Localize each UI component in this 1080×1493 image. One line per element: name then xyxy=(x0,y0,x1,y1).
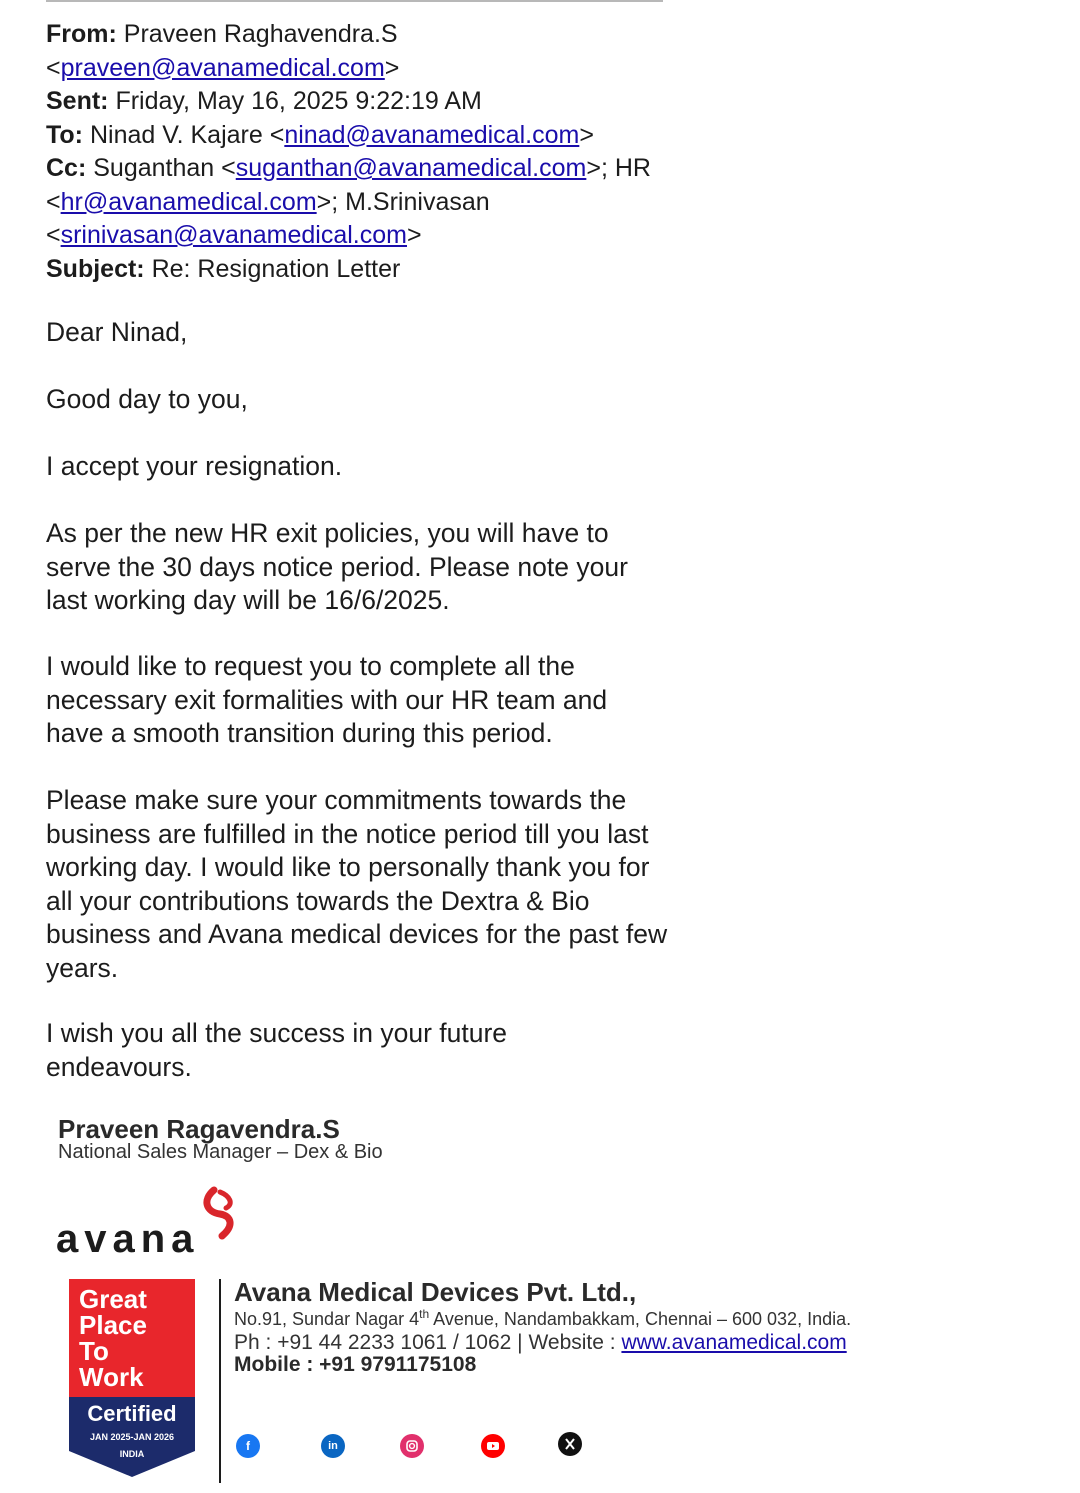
cc-email-link[interactable]: suganthan@avanamedical.com xyxy=(235,154,587,182)
subject-value: Re: Resignation Letter xyxy=(151,254,401,283)
cc-email-link[interactable]: hr@avanamedical.com xyxy=(60,187,317,216)
company-address: No.91, Sundar Nagar 4th Avenue, Nandambakkam, Chennai – 600 032, India. xyxy=(234,1307,852,1329)
svg-text:To: To xyxy=(79,1336,109,1366)
website-link[interactable]: www.avanamedical.com xyxy=(621,1331,847,1354)
sent-line xyxy=(46,85,686,119)
sent-label: Sent: xyxy=(46,87,109,115)
from-label: From: xyxy=(46,20,117,48)
body-paragraph: Good day to you, xyxy=(46,384,248,414)
cc-line: Cc: Suganthan <suganthan@avanamedical.com>; HR <hr@avanamedical.com>; M.Srinivasan <srinivasan@avanamedical.com> xyxy=(46,154,651,249)
body-paragraph: I would like to request you to complete all the necessary exit formalities with our HR team and have a smooth transition during this period. xyxy=(46,651,608,748)
cc-name: M.Srinivasan xyxy=(345,187,490,216)
svg-text:Place: Place xyxy=(79,1310,147,1340)
from-name: Praveen Raghavendra.S xyxy=(123,20,398,48)
linkedin-icon[interactable]: in xyxy=(321,1434,345,1458)
top-divider xyxy=(46,0,663,2)
phone-website-line xyxy=(234,1331,847,1355)
svg-text:Great: Great xyxy=(79,1284,147,1314)
to-email-link[interactable]: ninad@avanamedical.com xyxy=(284,120,580,149)
facebook-icon[interactable]: f xyxy=(236,1434,260,1458)
body-paragraph: As per the new HR exit policies, you will have to serve the 30 days notice period. Please note your last working day will be 16/6/2025. xyxy=(46,518,628,615)
subject-label: Subject: xyxy=(46,254,145,283)
x-icon[interactable] xyxy=(558,1432,582,1456)
cc-email-link[interactable]: srinivasan@avanamedical.com xyxy=(60,221,407,249)
to-label: To: xyxy=(46,120,84,149)
to-line: To: Ninad V. Kajare <ninad@avanamedical.com> xyxy=(46,120,594,149)
greeting: Dear Ninad, xyxy=(46,317,188,347)
great-place-to-work-badge xyxy=(69,1279,195,1477)
subject-line xyxy=(46,253,686,287)
to-name: Ninad V. Kajare xyxy=(89,120,263,149)
avana-logo xyxy=(56,1186,241,1258)
email-header xyxy=(46,18,686,286)
youtube-icon[interactable] xyxy=(481,1434,505,1458)
body-paragraph: I wish you all the success in your future endeavours. xyxy=(46,1018,508,1082)
from-email-line: <praveen@avanamedical.com> xyxy=(46,53,400,82)
mobile-number: Mobile : +91 9791175108 xyxy=(234,1353,477,1376)
signature-title: National Sales Manager – Dex & Bio xyxy=(58,1141,383,1163)
body-paragraph: Please make sure your commitments towards the business are fulfilled in the notice period till you last working day. I would like to personally thank you for all your contributions towards the Dextra & Bio business and Avana medical devices for the past few years. xyxy=(46,785,668,983)
cc-label: Cc: xyxy=(46,154,87,182)
svg-text:Work: Work xyxy=(79,1362,144,1392)
cc-name: Suganthan xyxy=(93,154,215,182)
from-email-link[interactable]: praveen@avanamedical.com xyxy=(60,53,385,82)
from-line xyxy=(46,18,686,52)
body-paragraph: I accept your resignation. xyxy=(46,451,343,481)
phone-text: Ph : +91 44 2233 1061 / 1062 | Website : xyxy=(234,1331,622,1354)
logo-wordmark: avana xyxy=(56,1217,200,1258)
sent-value: Friday, May 16, 2025 9:22:19 AM xyxy=(115,87,482,115)
svg-text:JAN 2025-JAN 2026: JAN 2025-JAN 2026 xyxy=(89,1432,175,1442)
signature-name: Praveen Ragavendra.S xyxy=(58,1114,340,1144)
svg-text:INDIA: INDIA xyxy=(119,1449,145,1459)
svg-text:Certified: Certified xyxy=(87,1401,177,1426)
instagram-icon[interactable] xyxy=(400,1434,424,1458)
signature-divider xyxy=(219,1279,221,1483)
company-name: Avana Medical Devices Pvt. Ltd., xyxy=(234,1277,637,1307)
cc-name: HR xyxy=(614,154,651,182)
